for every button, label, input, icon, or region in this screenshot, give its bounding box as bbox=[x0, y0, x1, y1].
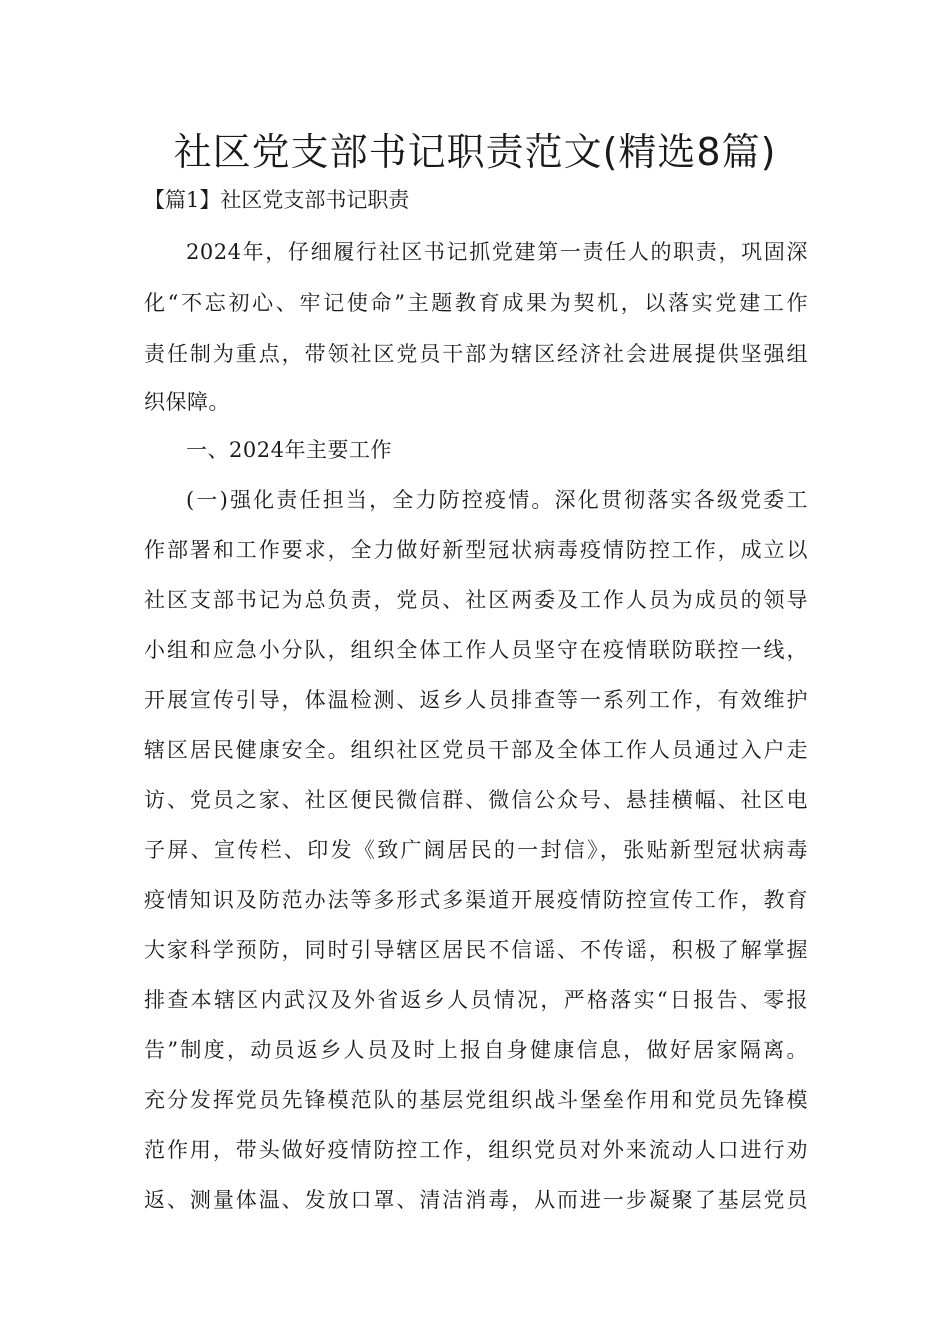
paragraph-line: 小组和应急小分队，组织全体工作人员坚守在疫情联防联控一线， bbox=[144, 638, 808, 662]
paragraph-line: 返、测量体温、发放口罩、清洁消毒，从而进一步凝聚了基层党员 bbox=[144, 1188, 808, 1212]
paragraph-line: 一、2024年主要工作 bbox=[186, 438, 392, 462]
paragraph-line: 充分发挥党员先锋模范队的基层党组织战斗堡垒作用和党员先锋模 bbox=[144, 1088, 808, 1112]
section-heading: 【篇1】社区党支部书记职责 bbox=[144, 188, 410, 212]
paragraph-line: 子屏、宣传栏、印发《致广阔居民的一封信》，张贴新型冠状病毒 bbox=[144, 838, 808, 862]
paragraph-line: 告”制度，动员返乡人员及时上报自身健康信息，做好居家隔离。 bbox=[144, 1038, 808, 1062]
paragraph-line: 辖区居民健康安全。组织社区党员干部及全体工作人员通过入户走 bbox=[144, 738, 808, 762]
paragraph-line: 作部署和工作要求，全力做好新型冠状病毒疫情防控工作，成立以 bbox=[144, 538, 808, 562]
paragraph-line: 化“不忘初心、牢记使命”主题教育成果为契机，以落实党建工作 bbox=[144, 291, 808, 315]
paragraph-line: 范作用，带头做好疫情防控工作，组织党员对外来流动人口进行劝 bbox=[144, 1138, 808, 1162]
paragraph-line: 2024年，仔细履行社区书记抓党建第一责任人的职责，巩固深 bbox=[186, 240, 808, 264]
paragraph-line: 疫情知识及防范办法等多形式多渠道开展疫情防控宣传工作，教育 bbox=[144, 888, 808, 912]
paragraph-line: 开展宣传引导，体温检测、返乡人员排查等一系列工作，有效维护 bbox=[144, 688, 808, 712]
paragraph-line: 社区支部书记为总负责，党员、社区两委及工作人员为成员的领导 bbox=[144, 588, 808, 612]
paragraph-line: (一)强化责任担当，全力防控疫情。深化贯彻落实各级党委工 bbox=[186, 488, 808, 512]
paragraph-line: 责任制为重点，带领社区党员干部为辖区经济社会进展提供坚强组 bbox=[144, 342, 808, 366]
document-title: 社区党支部书记职责范文(精选8篇) bbox=[173, 130, 777, 174]
paragraph-line: 排查本辖区内武汉及外省返乡人员情况，严格落实“日报告、零报 bbox=[144, 988, 808, 1012]
paragraph-line: 织保障。 bbox=[144, 390, 230, 414]
paragraph-line: 访、党员之家、社区便民微信群、微信公众号、悬挂横幅、社区电 bbox=[144, 788, 808, 812]
paragraph-line: 大家科学预防，同时引导辖区居民不信谣、不传谣，积极了解掌握 bbox=[144, 938, 808, 962]
